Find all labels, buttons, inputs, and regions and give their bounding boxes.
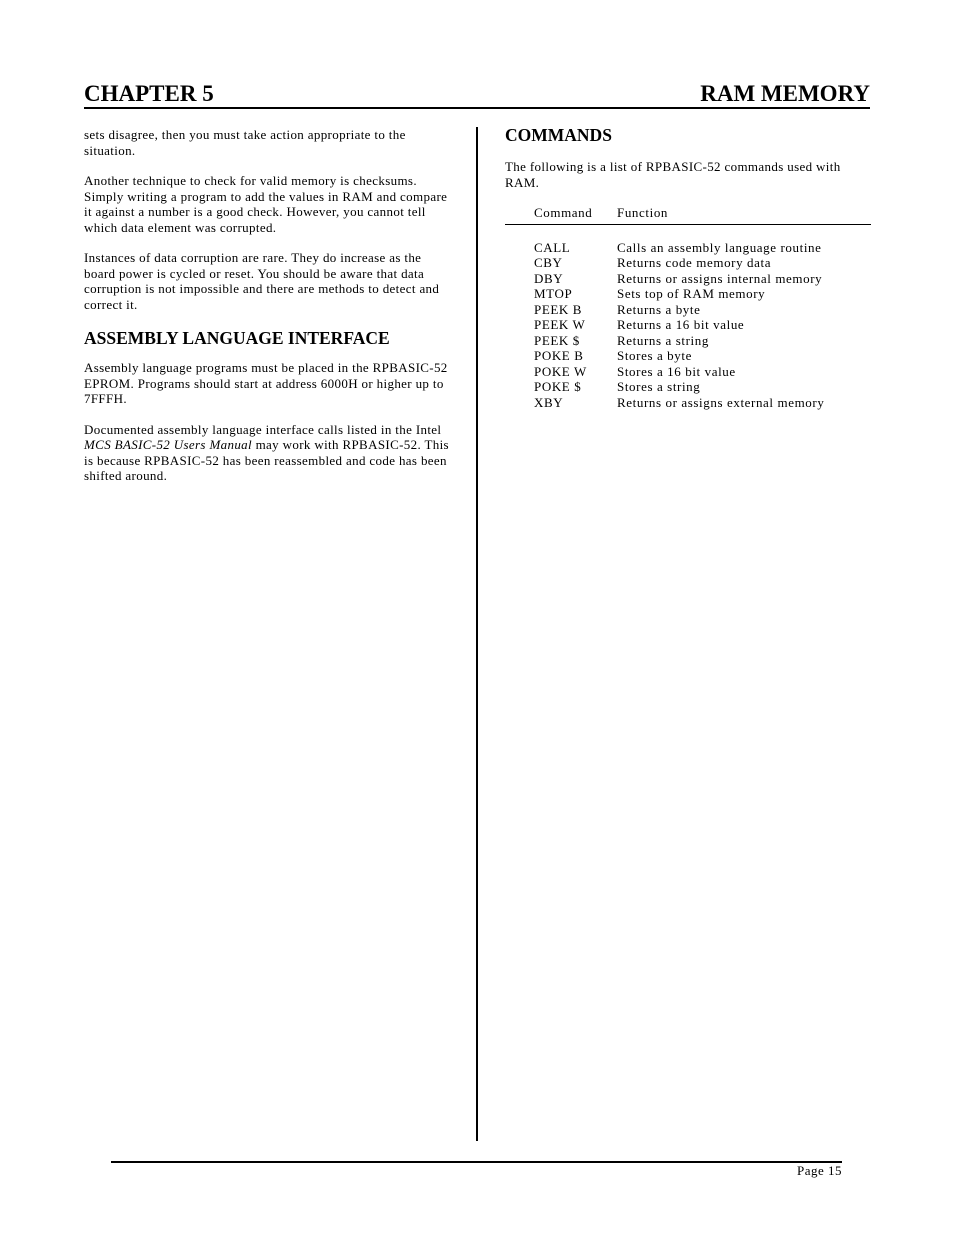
paragraph: Assembly language programs must be placed in the RPBASIC-52 EPROM. Programs should start at address 6000H or higher up to 7FFFH. <box>84 360 448 406</box>
command-cell: POKE $ <box>534 379 582 394</box>
table-row <box>505 379 871 395</box>
table-row <box>505 364 871 380</box>
header-divider <box>84 107 870 109</box>
text-run: Documented assembly language interface calls listed in the Intel <box>84 421 442 437</box>
function-cell: Returns code memory data <box>617 255 772 270</box>
table-row <box>505 333 871 349</box>
chapter-title: RAM MEMORY <box>700 81 870 106</box>
section-heading-commands: COMMANDS <box>505 125 612 145</box>
command-cell: PEEK $ <box>534 332 580 348</box>
table-row <box>505 302 871 318</box>
function-cell: Stores a 16 bit value <box>617 363 736 379</box>
table-row <box>505 255 871 271</box>
command-cell: PEEK W <box>534 317 586 332</box>
function-cell: Stores a byte <box>617 348 692 363</box>
column-header-function: Function <box>617 205 871 224</box>
table-row <box>505 348 871 364</box>
text-run: may work with RPBASIC-52. This is because RPBASIC-52 has been reassembled and code has been shifted around. <box>84 437 449 483</box>
table-row <box>505 317 871 333</box>
function-cell: Returns a byte <box>617 301 701 317</box>
table-row <box>505 395 871 411</box>
column-divider <box>476 127 478 1141</box>
paragraph: Instances of data corruption are rare. They do increase as the board power is cycled or reset. You should be aware that data corruption is not impossible and there are methods to detect and correct it. <box>84 250 440 312</box>
paragraph: sets disagree, then you must take action appropriate to the situation. <box>84 127 406 158</box>
footer-divider <box>111 1161 842 1163</box>
paragraph: Another technique to check for valid memory is checksums. Simply writing a program to add the values in RAM and compare it against a number is a good check. However, you cannot tell which data element was corrupted. <box>84 173 448 235</box>
command-cell: XBY <box>534 394 564 410</box>
command-cell: DBY <box>534 270 564 286</box>
function-cell: Returns or assigns external memory <box>617 394 825 410</box>
function-cell: Returns or assigns internal memory <box>617 270 823 286</box>
function-cell: Calls an assembly language routine <box>617 239 822 255</box>
command-cell: MTOP <box>534 286 573 301</box>
table-header-row <box>505 205 871 224</box>
function-cell: Returns a string <box>617 332 709 348</box>
table-row <box>505 240 871 256</box>
section-heading-assembly: ASSEMBLY LANGUAGE INTERFACE <box>84 328 390 348</box>
chapter-label: CHAPTER 5 <box>84 81 214 106</box>
commands-intro: The following is a list of RPBASIC-52 commands used with RAM. <box>505 159 841 190</box>
command-cell: POKE B <box>534 348 584 363</box>
function-cell: Sets top of RAM memory <box>617 286 766 301</box>
command-cell: CBY <box>534 255 563 270</box>
command-cell: POKE W <box>534 363 587 379</box>
column-header-command: Command <box>505 205 617 224</box>
commands-table <box>505 205 871 410</box>
manual-title: MCS BASIC-52 Users Manual <box>84 437 252 452</box>
function-cell: Stores a string <box>617 379 701 394</box>
function-cell: Returns a 16 bit value <box>617 317 745 332</box>
left-column <box>84 127 454 484</box>
table-row <box>505 271 871 287</box>
page-number: Page 15 <box>796 1163 842 1178</box>
right-column <box>505 124 871 410</box>
paragraph-manual-reference <box>84 422 454 484</box>
table-row <box>505 286 871 302</box>
command-cell: PEEK B <box>534 301 583 317</box>
command-cell: CALL <box>534 239 571 255</box>
